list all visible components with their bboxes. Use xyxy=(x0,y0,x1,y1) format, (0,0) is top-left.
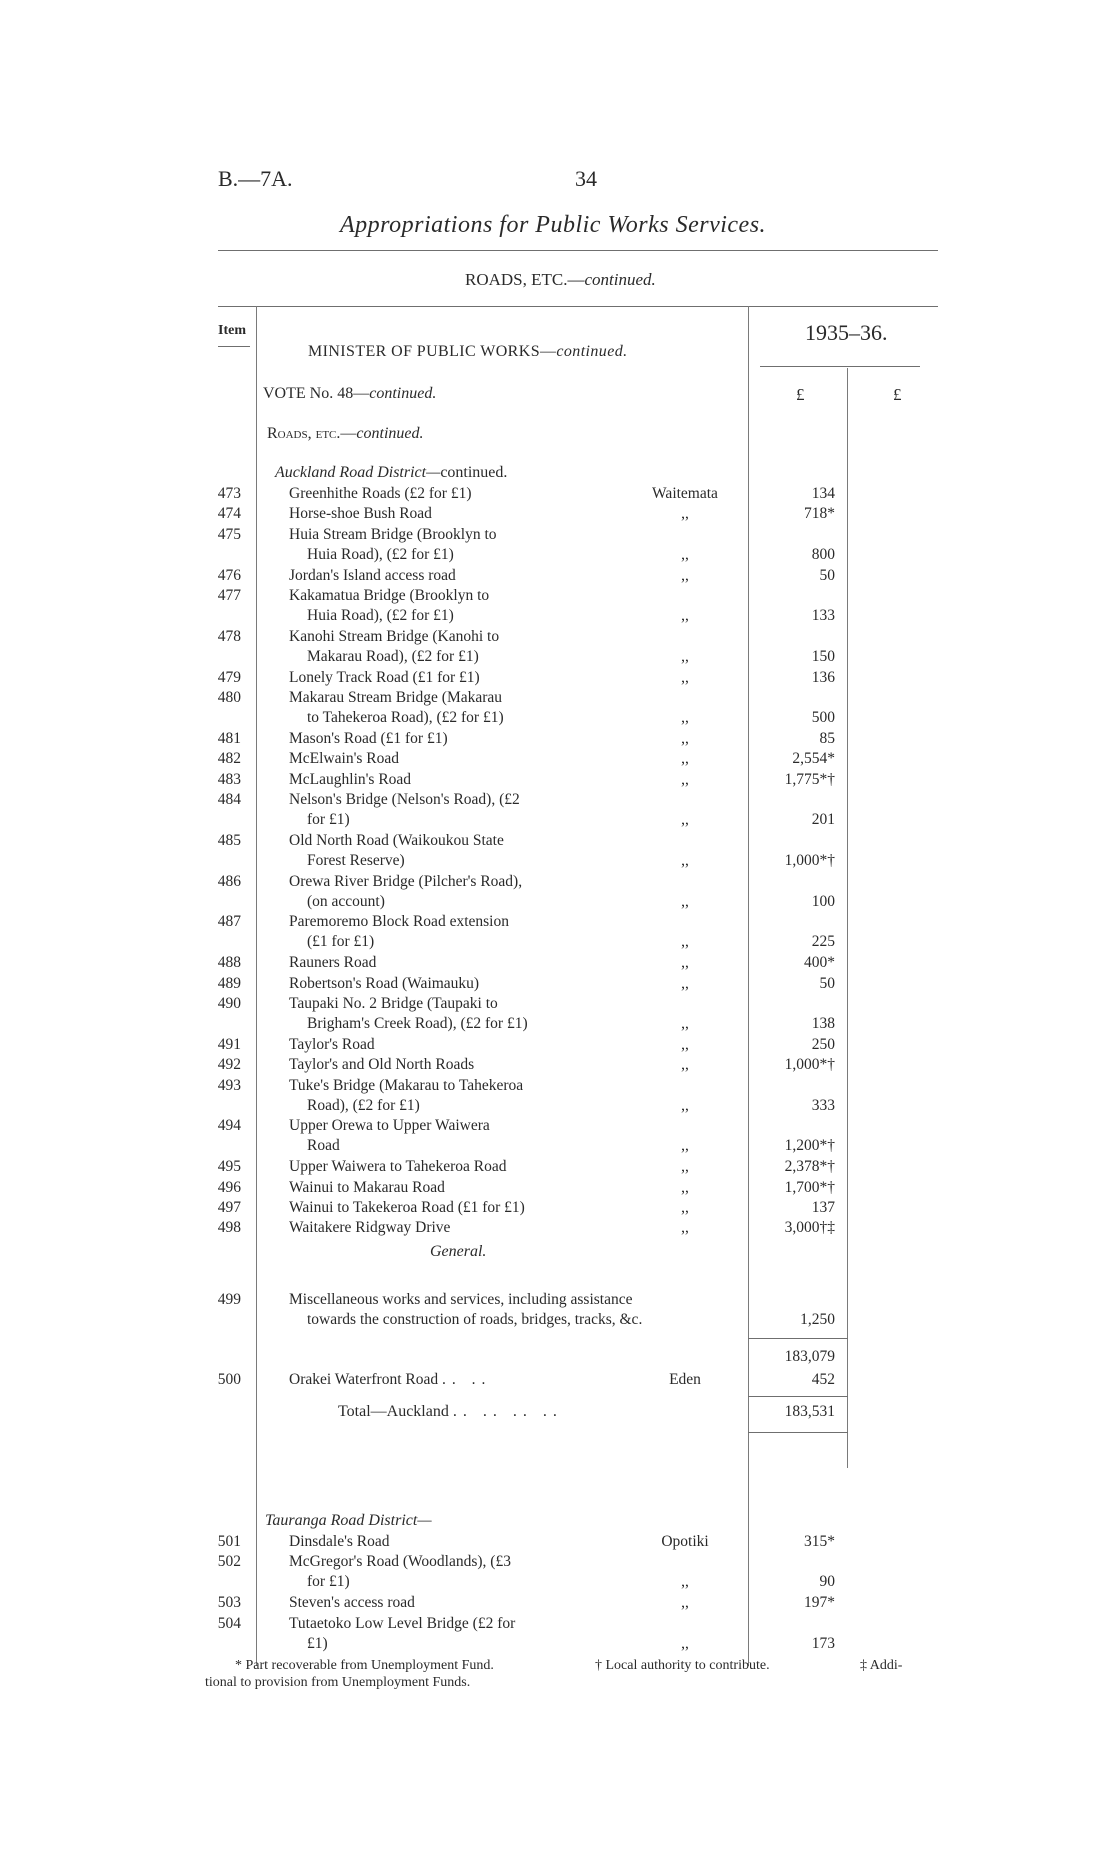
description-line: Makarau Road), (£2 for £1) xyxy=(307,647,479,665)
electorate: ,, xyxy=(681,607,689,624)
total-rule-top xyxy=(748,1396,848,1397)
item-amount: 1,000*† xyxy=(784,1056,835,1074)
electorate: ,, xyxy=(681,851,689,869)
item-description xyxy=(289,1552,599,1592)
table-top-rule xyxy=(218,306,938,307)
item-number: 495 xyxy=(217,1158,241,1176)
item-description xyxy=(289,1218,599,1238)
electorate: ,, xyxy=(681,954,689,972)
item-amount: 150 xyxy=(811,647,835,665)
electorate: ,, xyxy=(681,1096,689,1114)
item-number: 491 xyxy=(217,1035,241,1053)
item-number: 496 xyxy=(217,1178,241,1196)
item-amount: 250 xyxy=(811,1035,835,1053)
item-description xyxy=(289,1076,599,1116)
electorate: ,, xyxy=(681,709,689,726)
item-number: 477 xyxy=(217,587,241,604)
item-amount: 452 xyxy=(811,1371,835,1388)
item-amount: 400* xyxy=(804,954,835,972)
description-line: Steven's access road xyxy=(289,1594,415,1612)
tauranga-district-heading: Tauranga Road District— xyxy=(265,1512,432,1529)
description-line: Wainui to Makarau Road xyxy=(289,1178,445,1196)
item-amount: 138 xyxy=(811,1015,835,1032)
item-number: 478 xyxy=(217,627,241,645)
description-line: Huia Road), (£2 for £1) xyxy=(307,607,454,624)
item-amount: 800 xyxy=(811,545,835,563)
item-number: 483 xyxy=(217,770,241,788)
item-amount: 90 xyxy=(819,1573,835,1591)
minister-heading: MINISTER OF PUBLIC WORKS—continued. xyxy=(308,343,628,360)
item-number: 482 xyxy=(217,750,241,768)
item-header-underline xyxy=(218,346,250,347)
description-line: Robertson's Road (Waimauku) xyxy=(289,974,480,992)
item-description xyxy=(289,566,599,586)
item-description xyxy=(289,668,599,688)
item-description xyxy=(289,872,599,912)
total-amount: 183,531 xyxy=(784,1403,835,1420)
item-number: 474 xyxy=(217,505,241,523)
item-description xyxy=(289,525,599,565)
electorate: ,, xyxy=(681,770,689,788)
item-description xyxy=(289,1614,599,1654)
total-label: Total—Auckland .. .. .. .. xyxy=(338,1403,563,1420)
item-amount: 2,554* xyxy=(792,750,835,768)
subtotal-amount: 183,079 xyxy=(784,1348,835,1365)
item-column-divider xyxy=(256,306,257,1666)
section-heading: ROADS, ETC.—continued. xyxy=(465,270,656,289)
item-description xyxy=(289,994,599,1034)
electorate: ,, xyxy=(681,1634,689,1652)
item-number: 485 xyxy=(217,831,241,849)
document-reference: B.—7A. xyxy=(218,166,293,191)
pound-sign-column-2: £ xyxy=(893,385,902,404)
description-line: Tuke's Bridge (Makarau to Tahekeroa xyxy=(289,1076,524,1094)
electorate: Waitemata xyxy=(652,485,718,502)
item-description xyxy=(289,1198,599,1218)
item-amount: 333 xyxy=(811,1096,835,1114)
item-number: 479 xyxy=(217,668,241,686)
electorate: ,, xyxy=(681,545,689,563)
description-line: Orakei Waterfront Road .. .. xyxy=(289,1371,492,1388)
roads-subheading: Roads, etc.—continued. xyxy=(267,425,424,442)
item-amount: 136 xyxy=(811,668,835,686)
vote-heading: VOTE No. 48—continued. xyxy=(263,385,437,402)
electorate: ,, xyxy=(681,729,689,747)
description-line: to Tahekeroa Road), (£2 for £1) xyxy=(307,709,504,726)
item-number: 481 xyxy=(217,729,241,747)
item-number: 503 xyxy=(217,1594,241,1612)
item-number: 487 xyxy=(217,913,241,931)
description-line: Lonely Track Road (£1 for £1) xyxy=(289,668,480,686)
item-description xyxy=(289,1157,599,1177)
item-amount: 1,250 xyxy=(800,1311,835,1328)
item-amount: 85 xyxy=(819,729,835,747)
item-amount: 3,000†‡ xyxy=(784,1219,835,1237)
electorate: ,, xyxy=(681,1199,689,1216)
pound-sign-column-1: £ xyxy=(796,385,805,404)
electorate: ,, xyxy=(681,1573,689,1591)
item-amount: 133 xyxy=(811,607,835,624)
description-line: Taupaki No. 2 Bridge (Taupaki to xyxy=(289,995,498,1012)
item-description xyxy=(289,1035,599,1055)
item-amount: 50 xyxy=(819,566,835,584)
item-description xyxy=(289,831,599,871)
description-line: Kanohi Stream Bridge (Kanohi to xyxy=(289,627,500,645)
description-line: Jordan's Island access road xyxy=(289,566,456,584)
amount-column-left-rule xyxy=(748,306,749,1666)
item-description xyxy=(289,1532,599,1552)
electorate: ,, xyxy=(681,505,689,523)
footnote-local-authority: † Local authority to contribute. xyxy=(595,1658,770,1673)
item-amount: 100 xyxy=(811,892,835,910)
electorate: ,, xyxy=(681,1178,689,1196)
item-amount: 1,000*† xyxy=(784,851,835,869)
page-title: Appropriations for Public Works Services. xyxy=(340,212,767,238)
description-line: McGregor's Road (Woodlands), (£3 xyxy=(289,1553,511,1571)
description-line: Taylor's and Old North Roads xyxy=(289,1056,475,1074)
item-description xyxy=(289,729,599,749)
description-line: Taylor's Road xyxy=(289,1035,375,1053)
item-amount: 173 xyxy=(811,1634,835,1652)
item-number: 500 xyxy=(217,1371,241,1388)
item-description xyxy=(289,790,599,830)
item-number: 494 xyxy=(217,1117,241,1135)
item-number: 473 xyxy=(217,485,241,502)
description-line: Greenhithe Roads (£2 for £1) xyxy=(289,485,472,502)
electorate: ,, xyxy=(681,1056,689,1074)
subtotal-rule xyxy=(748,1338,848,1339)
title-rule xyxy=(218,250,938,251)
item-amount: 718* xyxy=(804,505,835,523)
description-line: Old North Road (Waikoukou State xyxy=(289,831,504,849)
description-line: Horse-shoe Bush Road xyxy=(289,505,432,523)
item-description xyxy=(289,484,599,504)
electorate: Eden xyxy=(669,1371,701,1388)
item-amount: 1,200*† xyxy=(784,1137,835,1155)
item-description xyxy=(289,1178,599,1198)
description-line: for £1) xyxy=(307,811,350,828)
item-number: 490 xyxy=(217,995,241,1012)
item-description xyxy=(289,770,599,790)
description-line: Upper Orewa to Upper Waiwera xyxy=(289,1117,490,1135)
item-number: 493 xyxy=(217,1076,241,1094)
description-line: Road), (£2 for £1) xyxy=(307,1096,420,1114)
description-line: towards the construction of roads, bridges, tracks, &c. xyxy=(307,1311,643,1328)
description-line: Brigham's Creek Road), (£2 for £1) xyxy=(307,1015,528,1032)
item-description xyxy=(289,586,599,626)
item-description xyxy=(289,504,599,524)
item-column-header: Item xyxy=(218,323,246,338)
footnote-unemployment: * Part recoverable from Unemployment Fund. xyxy=(235,1658,494,1673)
description-line: Makarau Stream Bridge (Makarau xyxy=(289,689,503,706)
description-line: Road xyxy=(307,1137,340,1155)
description-line: Forest Reserve) xyxy=(307,851,405,869)
item-description xyxy=(289,1370,599,1390)
electorate: ,, xyxy=(681,566,689,584)
item-amount: 134 xyxy=(811,485,835,502)
year-column-header: 1935–36. xyxy=(805,320,888,345)
description-line: Mason's Road (£1 for £1) xyxy=(289,729,448,747)
item-description xyxy=(289,627,599,667)
electorate: Opotiki xyxy=(661,1533,709,1550)
item-number: 504 xyxy=(217,1614,241,1632)
total-rule-bottom xyxy=(748,1432,848,1433)
item-description xyxy=(289,1290,749,1330)
description-line: Nelson's Bridge (Nelson's Road), (£2 xyxy=(289,791,520,808)
general-heading: General. xyxy=(430,1243,487,1260)
item-amount: 201 xyxy=(811,811,835,828)
item-number: 475 xyxy=(217,525,241,543)
electorate: ,, xyxy=(681,750,689,768)
description-line: Wainui to Takekeroa Road (£1 for £1) xyxy=(289,1199,525,1216)
description-line: Tutaetoko Low Level Bridge (£2 for xyxy=(289,1614,516,1632)
item-description xyxy=(289,974,599,994)
description-line: Waitakere Ridgway Drive xyxy=(289,1219,451,1237)
item-description xyxy=(289,912,599,952)
description-line: (on account) xyxy=(307,892,385,910)
item-amount: 137 xyxy=(811,1199,835,1216)
electorate: ,, xyxy=(681,1015,689,1032)
electorate: ,, xyxy=(681,811,689,828)
item-number: 476 xyxy=(217,566,241,584)
item-number: 484 xyxy=(217,791,241,808)
item-number: 486 xyxy=(217,872,241,890)
description-line: for £1) xyxy=(307,1573,350,1591)
description-line: (£1 for £1) xyxy=(307,933,375,951)
electorate: ,, xyxy=(681,1594,689,1612)
electorate: ,, xyxy=(681,1219,689,1237)
description-line: McElwain's Road xyxy=(289,750,399,768)
item-description xyxy=(289,953,599,973)
electorate: ,, xyxy=(681,1158,689,1176)
description-line: Upper Waiwera to Tahekeroa Road xyxy=(289,1158,507,1176)
item-number: 497 xyxy=(217,1199,241,1216)
description-line: Paremoremo Block Road extension xyxy=(289,913,509,931)
item-number: 492 xyxy=(217,1056,241,1074)
item-description xyxy=(289,688,599,728)
item-amount: 1,700*† xyxy=(784,1178,835,1196)
amount-column-mid-rule xyxy=(847,368,848,1468)
year-underline xyxy=(760,366,920,367)
auckland-district-heading: Auckland Road District—continued. xyxy=(275,464,508,481)
electorate: ,, xyxy=(681,892,689,910)
item-amount: 2,378*† xyxy=(784,1158,835,1176)
description-line: Huia Road), (£2 for £1) xyxy=(307,545,454,563)
electorate: ,, xyxy=(681,1137,689,1155)
item-number: 499 xyxy=(217,1291,241,1308)
electorate: ,, xyxy=(681,933,689,951)
item-description xyxy=(289,1116,599,1156)
item-amount: 225 xyxy=(811,933,835,951)
electorate: ,, xyxy=(681,1035,689,1053)
description-line: Rauners Road xyxy=(289,954,377,972)
item-amount: 50 xyxy=(819,974,835,992)
item-amount: 1,775*† xyxy=(784,770,835,788)
item-description xyxy=(289,1055,599,1075)
item-number: 501 xyxy=(217,1533,241,1550)
item-amount: 315* xyxy=(804,1533,835,1550)
item-amount: 197* xyxy=(804,1594,835,1612)
footnote-additional: ‡ Addi- xyxy=(860,1658,903,1673)
item-number: 480 xyxy=(217,689,241,706)
page-number: 34 xyxy=(575,166,597,191)
description-line: Kakamatua Bridge (Brooklyn to xyxy=(289,587,490,604)
description-line: Miscellaneous works and services, including assistance xyxy=(289,1291,633,1308)
description-line: Huia Stream Bridge (Brooklyn to xyxy=(289,525,497,543)
item-description xyxy=(289,749,599,769)
item-number: 488 xyxy=(217,954,241,972)
description-line: McLaughlin's Road xyxy=(289,770,412,788)
description-line: Dinsdale's Road xyxy=(289,1533,390,1550)
item-amount: 500 xyxy=(811,709,835,726)
electorate: ,, xyxy=(681,668,689,686)
item-number: 498 xyxy=(217,1219,241,1237)
item-number: 502 xyxy=(217,1553,241,1571)
description-line: £1) xyxy=(307,1634,328,1652)
footnote-additional-cont: tional to provision from Unemployment Funds. xyxy=(205,1675,471,1690)
electorate: ,, xyxy=(681,974,689,992)
item-description xyxy=(289,1593,599,1613)
item-number: 489 xyxy=(217,974,241,992)
electorate: ,, xyxy=(681,647,689,665)
description-line: Orewa River Bridge (Pilcher's Road), xyxy=(289,872,523,890)
